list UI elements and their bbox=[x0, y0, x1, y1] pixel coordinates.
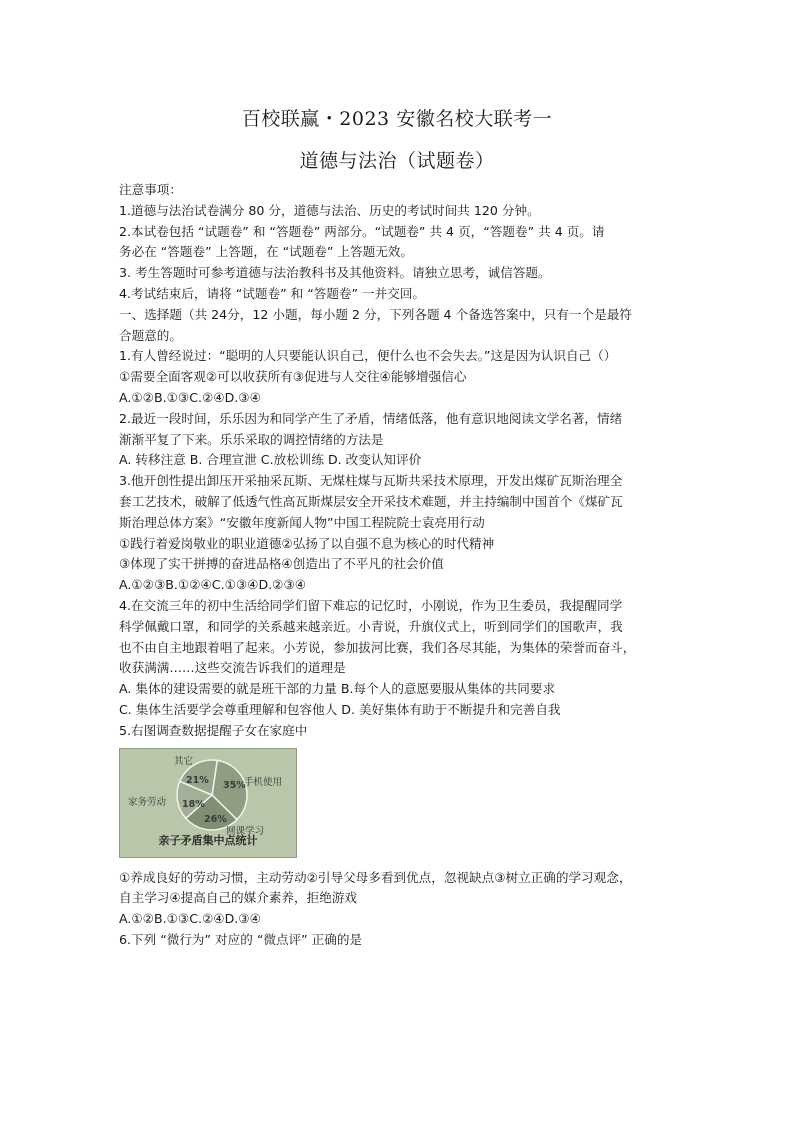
question-3-stem: 套工艺技术，破解了低透气性高瓦斯煤层安全开采技术难题，并主持编制中国首个《煤矿瓦 bbox=[119, 493, 623, 509]
notice-item: 2.本试卷包括 “试题卷” 和 “答题卷” 两部分。“试题卷” 共 4 页，“答题卷” 共 4 页。请 bbox=[119, 223, 605, 239]
question-4-stem: 4.在交流三年的初中生活给同学们留下难忘的记忆时，小刚说，作为卫生委员，我提醒同学 bbox=[119, 597, 623, 613]
question-1-stem: 1.有人曾经说过：“聪明的人只要能认识自己，便什么也不会失去。”这是因为认识自己（） bbox=[119, 348, 617, 364]
pie-value-housework: 18% bbox=[182, 798, 205, 810]
pie-label-online-class: 网课学习 bbox=[226, 825, 265, 837]
pie-value-online-class: 26% bbox=[204, 813, 227, 825]
pie-value-other: 21% bbox=[186, 774, 209, 786]
question-6-stem: 6.下列 “微行为” 对应的 “微点评” 正确的是 bbox=[119, 931, 363, 947]
question-4-stem: 也不由自主地跟着唱了起来。小芳说，参加拔河比赛，我们各尽其能，为集体的荣誉而奋斗， bbox=[119, 639, 636, 655]
question-1-options: A.①②B.①③C.②④D.③④ bbox=[119, 389, 261, 405]
pie-label-other: 其它 bbox=[174, 755, 194, 767]
notice-item: 3. 考生答题时可参考道德与法治教科书及其他资料。请独立思考，诚信答题。 bbox=[119, 265, 551, 281]
question-4-stem: 收获满满……这些交流告诉我们的道理是 bbox=[119, 660, 346, 676]
question-3-stem: 3.他开创性提出卸压开采抽采瓦斯、无煤柱煤与瓦斯共采技术原理，开发出煤矿瓦斯治理全 bbox=[119, 473, 623, 489]
notice-heading: 注意事项： bbox=[119, 182, 182, 197]
question-5-statements: 自主学习④提高自己的媒介素养，拒绝游戏 bbox=[119, 890, 357, 906]
question-2-stem: 2.最近一段时间，乐乐因为和同学产生了矛盾，情绪低落，他有意识地阅读文学名著，情绪 bbox=[119, 410, 623, 426]
question-3-stem: 斯治理总体方案》“安徽年度新闻人物”中国工程院院士袁亮用行动 bbox=[119, 514, 485, 530]
question-2-stem: 渐渐平复了下来。乐乐采取的调控情绪的方法是 bbox=[119, 431, 384, 447]
pie-value-phone: 35% bbox=[223, 779, 246, 791]
pie-label-phone: 手机使用 bbox=[244, 776, 283, 788]
pie-chart-title: 亲子矛盾集中点统计 bbox=[158, 833, 258, 847]
notice-item: 1.道德与法治试卷满分 80 分，道德与法治、历史的考试时间共 120 分钟。 bbox=[119, 202, 540, 218]
section-heading-cont: 合题意的。 bbox=[119, 327, 182, 343]
notice-item: 务必在 “答题卷” 上答题，在 “试题卷” 上答题无效。 bbox=[119, 244, 413, 260]
notice-item: 4.考试结束后，请将 “试题卷” 和 “答题卷” 一并交回。 bbox=[119, 285, 426, 301]
question-4-option-ab: A. 集体的建设需要的就是班干部的力量 B.每个人的意愿要服从集体的共同要求 bbox=[119, 681, 556, 697]
pie-label-housework: 家务劳动 bbox=[128, 796, 167, 808]
question-3-statements: ③体现了实干拼搏的奋进品格④创造出了不平凡的社会价值 bbox=[119, 556, 444, 572]
section-heading: 一、选择题（共 24分，12 小题，每小题 2 分，下列各题 4 个备选答案中，只有一个是最符 bbox=[119, 306, 632, 322]
question-4-option-cd: C. 集体生活要学会尊重理解和包容他人 D. 美好集体有助于不断提升和完善自我 bbox=[119, 701, 561, 717]
question-2-options: A. 转移注意 B. 合理宣泄 C.放松训练 D. 改变认知评价 bbox=[119, 452, 422, 468]
question-3-statements: ①践行着爱岗敬业的职业道德②弘扬了以自强不息为核心的时代精神 bbox=[119, 535, 495, 551]
question-5-stem: 5.右图调查数据提醒子女在家庭中 bbox=[119, 722, 308, 738]
exam-subtitle: 道德与法治（试题卷） bbox=[299, 150, 495, 172]
question-5-statements: ①养成良好的劳动习惯，主动劳动②引导父母多看到优点，忽视缺点③树立正确的学习观念， bbox=[119, 869, 632, 885]
question-5-options: A.①②B.①③C.②④D.③④ bbox=[119, 911, 261, 927]
question-3-options: A.①②③B.①②④C.①③④D.②③④ bbox=[119, 577, 307, 593]
pie-chart-figure bbox=[119, 748, 297, 858]
exam-title: 百校联赢・2023 安徽名校大联考一 bbox=[241, 108, 553, 130]
question-1-statements: ①需要全面客观②可以收获所有③促进与人交往④能够增强信心 bbox=[119, 369, 467, 385]
exam-content bbox=[119, 180, 679, 951]
question-4-stem: 科学佩戴口罩，和同学的关系越来越亲近。小青说，升旗仪式上，听到同学们的国歌声，我 bbox=[119, 618, 623, 634]
